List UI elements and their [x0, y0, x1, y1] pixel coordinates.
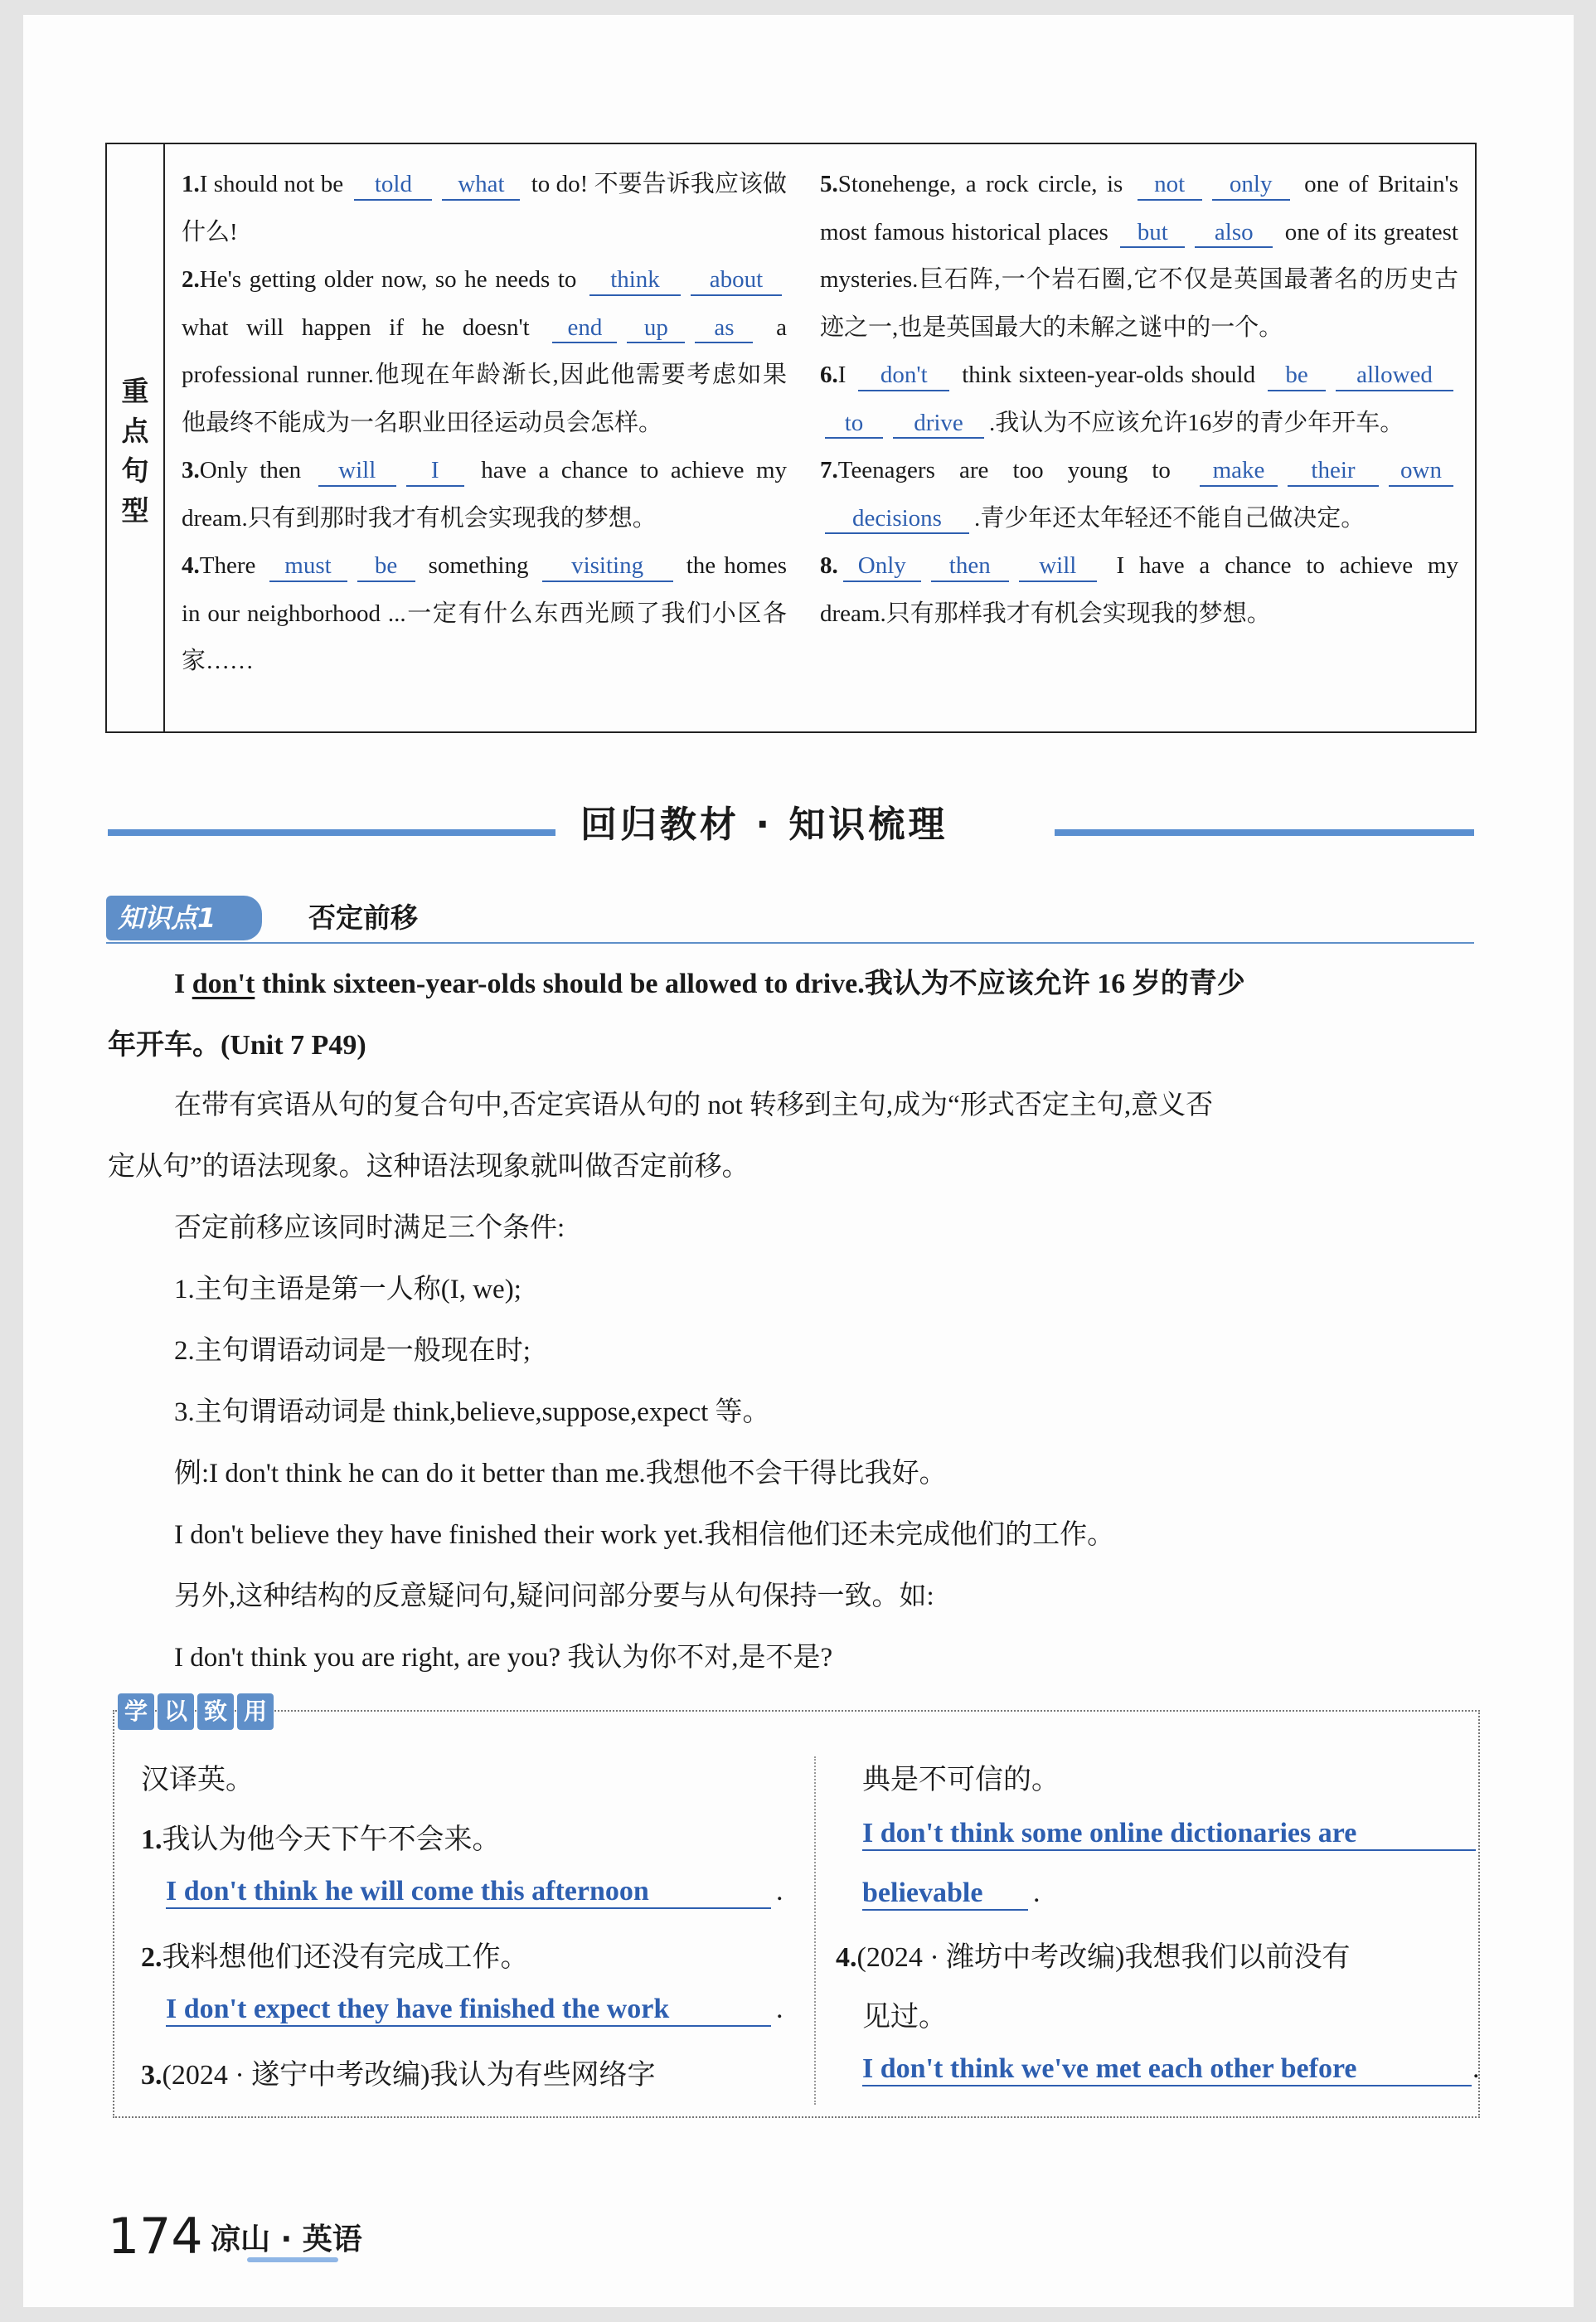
answer-text: believable [862, 1878, 983, 1908]
key-sentence-item: 7.Teenagers are too young to make their owndecisions .青少年还太年轻还不能自己做决定。 [820, 447, 1458, 542]
answer-blank: about [691, 265, 782, 296]
answer-blank: told [354, 170, 432, 201]
answer-blank: I [406, 456, 464, 487]
example-underlined: don't [192, 969, 255, 999]
answer-blank: must [269, 551, 347, 582]
footer-accent-bar [247, 2257, 338, 2262]
practice-question-cont: 典是不可信的。 [862, 1765, 1060, 1795]
period: . [776, 1994, 783, 2024]
answer-blank: as [695, 313, 753, 344]
question-text: (2024 · 遂宁中考改编)我认为有些网络字 [162, 2060, 656, 2091]
section-banner-title: 回归教材 · 知识梳理 [580, 804, 948, 846]
period: . [776, 1876, 783, 1907]
answer-blank: not [1138, 170, 1202, 201]
practice-tag-char: 以 [158, 1693, 194, 1730]
condition-3: 3.主句谓语动词是 think,believe,suppose,expect 等。 [174, 1397, 770, 1427]
knowledge-point-title: 否定前移 [308, 901, 418, 934]
side-char: 句 [121, 454, 149, 487]
key-sentence-item: 3.Only then will I have a chance to achieve my dream.只有到那时我才有机会实现我的梦想。 [182, 457, 787, 532]
side-char: 点 [121, 415, 149, 447]
item-number: 4. [836, 1942, 857, 1973]
answer-blank: don't [858, 361, 949, 391]
key-sentence-item: 6.I don't think sixteen-year-olds should be allowedto drive .我认为不应该允许16岁的青少年开车。 [820, 352, 1458, 447]
item-number: 1. [141, 1824, 163, 1855]
answer-blank: will [1019, 551, 1097, 582]
practice-question [141, 1816, 501, 1857]
example-sentence-line2: 年开车。(Unit 7 P49) [108, 1030, 366, 1061]
item-number: 4. [182, 552, 200, 579]
period: . [1472, 2053, 1480, 2084]
side-char: 型 [121, 494, 149, 527]
key-sentence-item: 5.Stonehenge, a rock circle, is not only one of Britain's most famous historical places but also one of its greatest mysteries.巨石阵,一个岩石圈,它不仅是英国最著名的历史古迹之一,也是英国最大的未解之谜中的一个。 [820, 171, 1458, 341]
answer-blank: only [1212, 170, 1290, 201]
key-sentence-item: 8. Only then will I have a chance to achieve my dream.只有那样我才有机会实现我的梦想。 [820, 552, 1458, 627]
practice-tag-char: 用 [237, 1693, 274, 1730]
answer-blank: think [589, 265, 681, 296]
practice-tag-char: 致 [197, 1693, 234, 1730]
practice-question-cont: 见过。 [862, 2002, 947, 2033]
answer-blank: be [357, 551, 415, 582]
practice-question [141, 2052, 655, 2092]
example-sentence [174, 960, 1245, 1001]
answer-blank: allowed [1336, 361, 1453, 391]
answer-line [862, 1816, 1476, 1851]
example-2: I don't believe they have finished their work yet.我相信他们还未完成他们的工作。 [174, 1520, 1115, 1550]
table-side-label [107, 144, 165, 731]
item-number: 7. [820, 457, 838, 483]
paragraph-line: 否定前移应该同时满足三个条件: [174, 1213, 565, 1243]
answer-line [862, 2052, 1472, 2086]
answer-line [166, 1992, 771, 2027]
item-number: 2. [182, 266, 200, 293]
practice-question [141, 1934, 529, 1975]
side-char: 重 [121, 375, 149, 407]
item-number: 3. [182, 457, 200, 483]
key-sentences-table [105, 143, 1477, 733]
answer-blank: will [318, 456, 396, 487]
answer-blank: end [552, 313, 617, 344]
knowledge-point-tag: 知识点1 [106, 896, 262, 940]
example-1: 例:I don't think he can do it better than me.我想他不会干得比我好。 [174, 1459, 947, 1489]
answer-line [166, 1874, 771, 1909]
answer-blank: their [1288, 456, 1379, 487]
example-post: think sixteen-year-olds should be allowed to drive.我认为不应该允许 16 岁的青少 [255, 969, 1245, 999]
answer-text: I don't expect they have finished the work [166, 1994, 670, 2024]
example-3: I don't think you are right, are you? 我认为你不对,是不是? [174, 1643, 833, 1673]
question-text: (2024 · 潍坊中考改编)我想我们以前没有 [856, 1942, 1351, 1973]
answer-blank: then [931, 551, 1009, 582]
practice-question [836, 1934, 1350, 1975]
practice-tag [118, 1693, 277, 1730]
practice-instruction: 汉译英。 [141, 1765, 254, 1795]
answer-blank: own [1389, 456, 1453, 487]
item-number: 5. [820, 171, 838, 197]
answer-blank: make [1200, 456, 1278, 487]
answer-blank: Only [843, 551, 921, 582]
condition-1: 1.主句主语是第一人称(I, we); [174, 1275, 521, 1304]
item-number: 3. [141, 2060, 163, 2091]
answer-text: I don't think some online dictionaries are [862, 1818, 1357, 1848]
item-number: 6. [820, 362, 838, 388]
answer-blank: to [825, 409, 883, 440]
banner-line-right [1055, 829, 1474, 836]
paragraph-line: 定从句”的语法现象。这种语法现象就叫做否定前移。 [108, 1152, 749, 1182]
question-text: 我认为他今天下午不会来。 [162, 1824, 501, 1855]
paragraph-line: 另外,这种结构的反意疑问句,疑问问部分要与从句保持一致。如: [174, 1581, 934, 1611]
answer-blank: drive [893, 409, 984, 440]
table-left-column [182, 161, 787, 686]
answer-blank: but [1120, 218, 1185, 249]
question-text: 我料想他们还没有完成工作。 [162, 1942, 529, 1973]
answer-text: I don't think he will come this afternoon [166, 1876, 649, 1907]
footer-title: 凉山 · 英语 [211, 2222, 362, 2256]
example-pre: I [174, 969, 192, 999]
answer-blank: decisions [825, 504, 969, 535]
answer-blank: be [1268, 361, 1326, 391]
paragraph-line: 在带有宾语从句的复合句中,否定宾语从句的 not 转移到主句,成为“形式否定主句,意义否 [174, 1091, 1214, 1120]
page-number: 174 [108, 2208, 203, 2266]
practice-tag-char: 学 [118, 1693, 154, 1730]
answer-blank: also [1195, 218, 1273, 249]
answer-blank: visiting [542, 551, 673, 582]
table-right-column [820, 161, 1458, 638]
key-sentence-item: 1.I should not be told what to do! 不要告诉我应该做什么! [182, 171, 787, 245]
answer-line [862, 1876, 1028, 1911]
item-number: 2. [141, 1942, 163, 1973]
key-sentence-item: 4.There must be something visiting the homes in our neighborhood ...一定有什么东西光顾了我们小区各家…… [182, 552, 787, 674]
practice-divider [814, 1756, 816, 2105]
banner-line-left [108, 829, 555, 836]
key-sentence-item: 2.He's getting older now, so he needs to think about what will happen if he doesn't end up as a professional runner.他现在年龄渐长,因此他需要考虑如果他最终不能成为一名职业田径运动员会怎样。 [182, 266, 787, 436]
answer-blank: what [442, 170, 520, 201]
item-number: 8. [820, 552, 838, 579]
item-number: 1. [182, 171, 200, 197]
knowledge-point-rule [106, 942, 1474, 944]
answer-text: I don't think we've met each other before [862, 2053, 1357, 2084]
condition-2: 2.主句谓语动词是一般现在时; [174, 1336, 531, 1366]
period: . [1033, 1878, 1041, 1908]
answer-blank: up [627, 313, 685, 344]
